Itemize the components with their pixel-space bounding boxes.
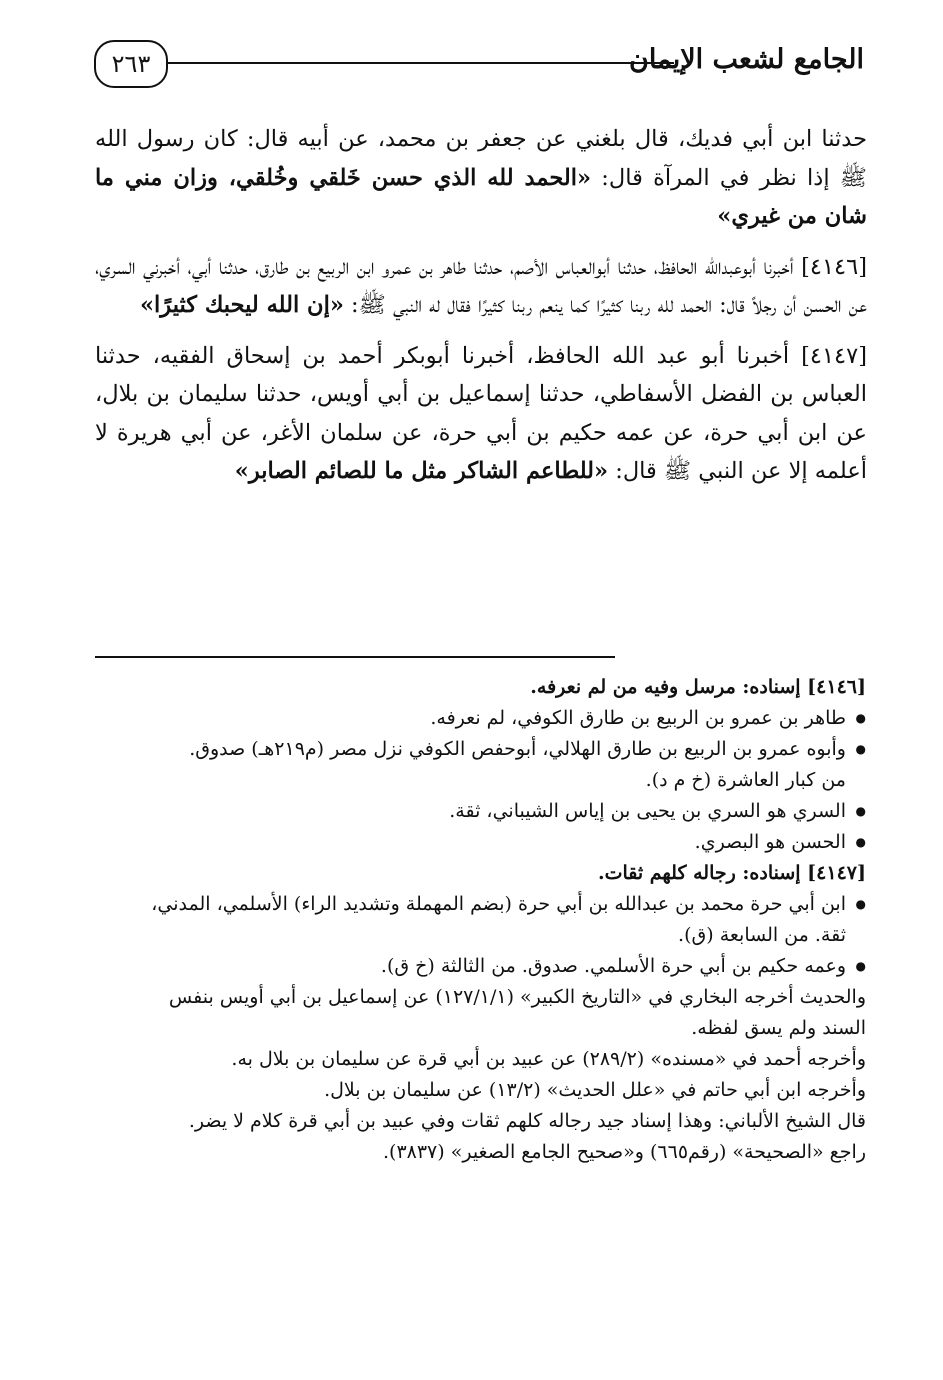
footnotes: [84, 672, 866, 1168]
paragraph-4147: [95, 337, 867, 491]
page-header: [94, 40, 864, 90]
header-rule: [166, 62, 674, 64]
paragraph-1-text: حدثنا ابن أبي فديك، قال بلغني عن جعفر بن محمد، عن أبيه قال: كان رسول الله ﷺ إذا نظر في المرآة قال:: [95, 126, 867, 191]
note-4147-para-1: والحديث أخرجه البخاري في «التاريخ الكبير» (١٢٧/١/١) عن إسماعيل بن أبي أويس بنفس: [168, 986, 866, 1008]
note-4147-para-4: قال الشيخ الألباني: وهذا إسناد جيد رجاله كلهم ثقات وفي عبيد بن أبي قرة كلام لا يضر.: [188, 1110, 866, 1132]
running-title: الجامع لشعب الإيمان: [629, 44, 864, 75]
paragraph-4146-text: أخبرنا أبوعبدالله الحافظ، حدثنا أبوالعباس الأصم، حدثنا طاهر بن عمرو ابن الربيع بن طارق، حدثنا أبي، أخبرني السري، عن الحسن أن رجلاً قال: الحمد لله ربنا كثيرًا كما ينعم ربنا كثيرًا فقال له النبي ﷺ:: [95, 253, 867, 318]
note-4146-bullet-2: ● وأبوه عمرو بن الربيع بن طارق الهلالي، أبوحفص الكوفي نزل مصر (م٢١٩هـ) صدوق.: [84, 734, 866, 765]
paragraph-4147-text: أخبرنا أبو عبد الله الحافظ، أخبرنا أبوبكر أحمد بن إسحاق الفقيه، حدثنا العباس بن الفضل الأسفاطي، حدثنا إسماعيل بن أبي أويس، حدثنا سليمان بن بلال، عن ابن أبي حرة، عن عمه حكيم بن أبي حرة، عن سلمان الأغر، عن أبي هريرة لا أعلمه إلا عن النبي ﷺ قال:: [95, 342, 867, 484]
note-4147-bullet-2: ● وعمه حكيم بن أبي حرة الأسلمي. صدوق. من الثالثة (خ ق).: [84, 951, 866, 982]
note-4146-bullet-2-cont: من كبار العاشرة (خ م د).: [645, 769, 846, 791]
note-4146-bullet-3: ● السري هو السري بن يحيى بن إياس الشيباني، ثقة.: [84, 796, 866, 827]
paragraph-1-quote: «الحمد لله الذي حسن خَلقي وخُلقي، وزان مني ما شان من غيري»: [95, 164, 867, 229]
paragraph-4146-quote: «إن الله ليحبك كثيرًا»: [139, 292, 344, 318]
paragraph-4146: [95, 248, 867, 325]
note-4147-heading: [٤١٤٧] إسناده: رجاله كلهم ثقات.: [597, 862, 866, 884]
note-4147-para-5: راجع «الصحيحة» (رقم٦٦٥) و«صحيح الجامع الصغير» (٣٨٣٧).: [382, 1141, 866, 1163]
note-4147-bullet-1-cont: ثقة. من السابعة (ق).: [678, 924, 846, 946]
main-text: [95, 120, 867, 503]
paragraph-1: [95, 120, 867, 236]
hadith-number-4146: [٤١٤٦]: [801, 253, 867, 280]
page-number: ٢٦٣: [94, 40, 168, 88]
footnote-divider: [95, 656, 615, 658]
note-4147-para-2: وأخرجه أحمد في «مسنده» (٢٨٩/٢) عن عبيد بن أبي قرة عن سليمان بن بلال به.: [231, 1048, 866, 1070]
note-4147-para-3: وأخرجه ابن أبي حاتم في «علل الحديث» (١٣/٢) عن سليمان بن بلال.: [324, 1079, 866, 1101]
note-4146-bullet-1: ● طاهر بن عمرو بن الربيع بن طارق الكوفي، لم نعرفه.: [84, 703, 866, 734]
hadith-number-4147: [٤١٤٧]: [801, 342, 867, 369]
note-4146-bullet-4: ● الحسن هو البصري.: [84, 827, 866, 858]
note-4147-para-1-cont: السند ولم يسق لفظه.: [691, 1017, 866, 1039]
note-4146-heading: [٤١٤٦] إسناده: مرسل وفيه من لم نعرفه.: [530, 676, 866, 698]
paragraph-4147-quote: «للطاعم الشاكر مثل ما للصائم الصابر»: [234, 458, 609, 484]
note-4147-bullet-1: ● ابن أبي حرة محمد بن عبدالله بن أبي حرة (بضم المهملة وتشديد الراء) الأسلمي، المدني،: [84, 889, 866, 920]
